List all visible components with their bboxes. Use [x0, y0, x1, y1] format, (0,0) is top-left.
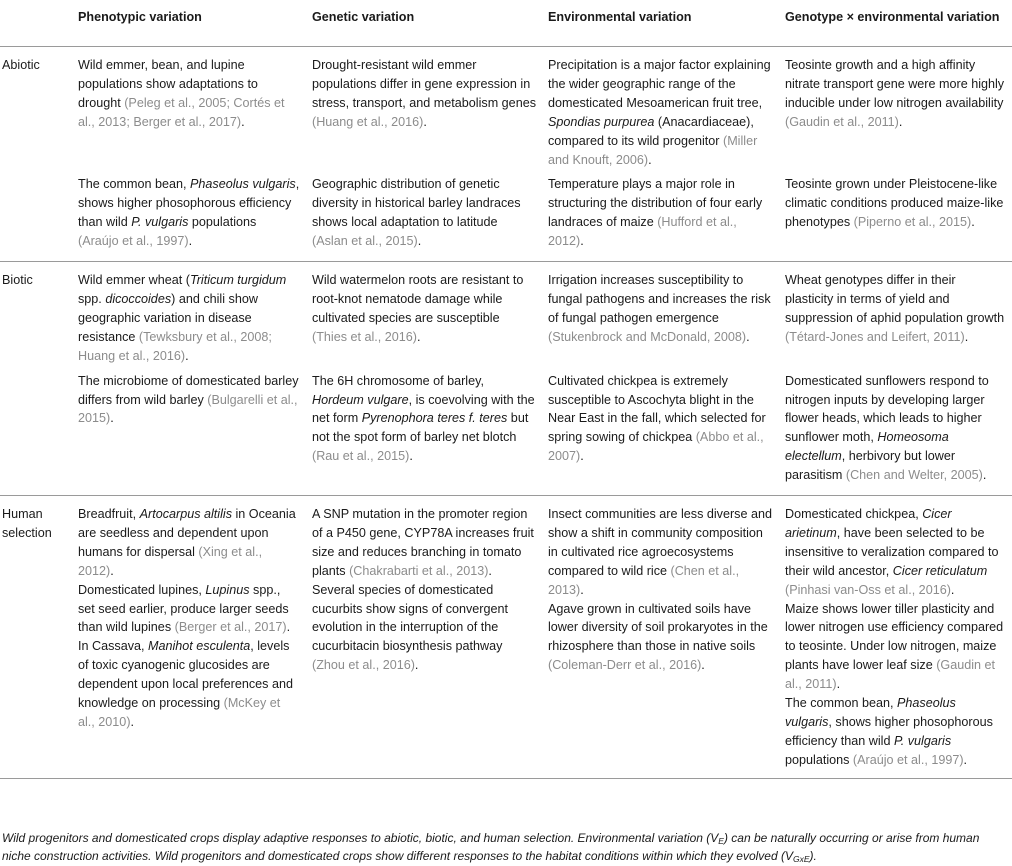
- list-item: Insect communities are less diverse and show a shift in community composition in cultivated rice agroecosystems compared to wild rice (Chen et al., 2013).: [548, 507, 772, 597]
- biotic-phenotypic-2: The microbiome of domesticated barley differs from wild barley (Bulgarelli et al., 2015).: [78, 373, 299, 426]
- citation: (Peleg et al., 2005; Cortés et al., 2013; Berger et al., 2017): [78, 95, 285, 129]
- list-item: Domesticated chickpea, Cicer arietinum, have been selected to be insensitive to veralization compared to their wild ancestor, Cicer reticulatum (Pinhasi van-Oss et al., 2016).: [785, 507, 999, 597]
- table-row: [0, 496, 1012, 779]
- header-environmental: Environmental variation: [542, 0, 779, 47]
- row-label-biotic: Biotic: [2, 273, 33, 288]
- abiotic-phenotypic-1: Wild emmer, bean, and lupine populations show adaptations to drought (Peleg et al., 2005; Cortés et al., 2013; Berger et al., 2017).: [78, 58, 285, 129]
- citation: (Coleman-Derr et al., 2016): [548, 658, 702, 673]
- list-item: Several species of domesticated cucurbits show signs of convergent evolution in the interruption of the cucurbitacin biosynthesis pathway (Zhou et al., 2016).: [312, 582, 509, 673]
- species-name: dicoccoides: [105, 291, 172, 306]
- list-item: Maize shows lower tiller plasticity and lower nitrogen use efficiency compared to teosinte. Under low nitrogen, maize plants have lower leaf size (Gaudin et al., 2011).: [785, 601, 1004, 692]
- list-item: A SNP mutation in the promoter region of a P450 gene, CYP78A increases fruit size and reduces branching in tomato plants (Chakrabarti et al., 2013).: [312, 507, 534, 578]
- citation: (Araújo et al., 1997): [852, 752, 964, 767]
- biotic-gxe-2: Domesticated sunflowers respond to nitrogen inputs by developing larger flower heads, which leads to higher sunflower moth, Homeosoma electellum, herbivory but lower parasitism (Chen and Welter, 2005).: [785, 373, 989, 483]
- citation: (Chakrabarti et al., 2013): [349, 563, 489, 578]
- abiotic-phenotypic-2: The common bean, Phaseolus vulgaris, shows higher phosophorous efficiency than wild P. vulgaris populations (Araújo et al., 1997).: [78, 177, 300, 249]
- citation: (Tétard-Jones and Leifert, 2011): [785, 329, 965, 344]
- list-item: Breadfruit, Artocarpus altilis in Oceania are seedless and dependent upon humans for dispersal (Xing et al., 2012).: [78, 507, 296, 578]
- citation: (Zhou et al., 2016): [312, 658, 415, 673]
- species-name: P. vulgaris: [131, 215, 189, 230]
- human-selection-group: [0, 496, 1012, 779]
- table-caption: Wild progenitors and domesticated crops display adaptive responses to abiotic, biotic, and human selection. Environmental variation $(V_E)$ can be naturally occurring or arise from human niche construction activities. Wild progenitors and domesticated crops show different responses to the habitat conditions within which they evolved $(V_{GxE})$.: [2, 831, 980, 864]
- list-item: Agave grown in cultivated soils have lower diversity of soil prokaryotes in the rhizosphere than those in native soils (Coleman-Derr et al., 2016).: [548, 601, 768, 673]
- biotic-group: [0, 262, 1012, 496]
- human-phenotypic: [72, 496, 306, 779]
- header-phenotypic: Phenotypic variation: [72, 0, 306, 47]
- abiotic-genetic-1: Drought-resistant wild emmer populations differ in gene expression in stress, transport, and metabolism genes (Huang et al., 2016).: [312, 58, 536, 129]
- list-item: In Cassava, Manihot esculenta, levels of toxic cyanogenic glucosides are dependent upon local preferences and knowledge on processing (McKey et al., 2010).: [78, 639, 293, 729]
- species-name: Lupinus: [205, 582, 250, 597]
- citation: (Thies et al., 2016): [312, 329, 417, 344]
- citation: (Araújo et al., 1997): [78, 234, 189, 249]
- biotic-genetic-2: The 6H chromosome of barley, Hordeum vulgare, is coevolving with the net form Pyrenophora teres f. teres but not the spot form of barley net blotch (Rau et al., 2015).: [312, 373, 535, 464]
- citation: (Gaudin et al., 2011): [785, 658, 996, 692]
- table-row: [0, 47, 1012, 170]
- citation: (Chen and Welter, 2005): [845, 468, 983, 483]
- table-row: [0, 169, 1012, 261]
- species-name: Phaseolus vulgaris: [190, 177, 296, 192]
- abiotic-environmental-1: Precipitation is a major factor explaining the wider geographic range of the domesticated Mesoamerican fruit tree, Spondias purpurea (Anacardiaceae), compared to its wild progenitor (Miller and Knouft, 2006).: [548, 58, 771, 167]
- human-environmental: [542, 496, 779, 779]
- citation: (Berger et al., 2017): [174, 620, 287, 635]
- row-label-abiotic: Abiotic: [2, 58, 40, 72]
- species-name: Artocarpus altilis: [139, 507, 232, 522]
- citation: (Chen et al., 2013): [548, 563, 740, 597]
- abiotic-environmental-2: Temperature plays a major role in structuring the distribution of four early landraces of maize (Hufford et al., 2012).: [548, 177, 763, 249]
- header-genetic: Genetic variation: [306, 0, 542, 47]
- citation: (Rau et al., 2015): [312, 449, 410, 464]
- abiotic-gxe-2: Teosinte grown under Pleistocene-like climatic conditions produced maize-like phenotypes (Piperno et al., 2015).: [785, 177, 1004, 230]
- citation: (Hufford et al., 2012): [548, 215, 737, 249]
- biotic-environmental-1: Irrigation increases susceptibility to fungal pathogens and increases the risk of fungal pathogen emergence (Stukenbrock and McDonald, 2008).: [548, 273, 771, 344]
- biotic-phenotypic-1: Wild emmer wheat (Triticum turgidum spp. dicoccoides) and chili show geographic variation in disease resistance (Tewksbury et al., 2008; Huang et al., 2016).: [78, 273, 287, 363]
- list-item: The common bean, Phaseolus vulgaris, shows higher phosophorous efficiency than wild P. vulgaris populations (Araújo et al., 1997).: [785, 696, 993, 767]
- citation: (Huang et al., 2016): [312, 114, 424, 129]
- citation: (Stukenbrock and McDonald, 2008): [548, 329, 747, 344]
- citation: (Bulgarelli et al., 2015): [78, 392, 298, 426]
- human-gxe: [779, 496, 1012, 779]
- species-name: Triticum turgidum: [189, 273, 287, 288]
- citation: (Pinhasi van-Oss et al., 2016): [785, 582, 951, 597]
- row-label-human-selection: Human selection: [2, 507, 52, 540]
- species-name: Pyrenophora teres f. teres: [361, 411, 508, 426]
- species-name: Manihot esculenta: [148, 639, 251, 654]
- species-name: Cicer arietinum: [785, 507, 952, 540]
- species-name: P. vulgaris: [893, 733, 952, 748]
- biotic-environmental-2: Cultivated chickpea is extremely susceptible to Ascochyta blight in the Near East in the fall, which selected for spring sowing of chickpea (Abbo et al., 2007).: [548, 373, 766, 464]
- abiotic-gxe-1: Teosinte growth and a high affinity nitrate transport gene were more highly inducible under low nitrogen availability (Gaudin et al., 2011).: [785, 58, 1005, 129]
- abiotic-genetic-2: Geographic distribution of genetic diversity in historical barley landraces shows local adaptation to latitude (Aslan et al., 2015).: [312, 177, 521, 249]
- list-item: Domesticated lupines, Lupinus spp., set seed earlier, produce larger seeds than wild lupines (Berger et al., 2017).: [78, 582, 291, 635]
- citation: (Abbo et al., 2007): [548, 430, 764, 464]
- table-row: [0, 366, 1012, 496]
- citation: (Piperno et al., 2015): [853, 215, 972, 230]
- species-name: Hordeum vulgare: [312, 392, 409, 407]
- citation: (McKey et al., 2010): [78, 696, 281, 729]
- human-genetic: [306, 496, 542, 779]
- table-row: [0, 262, 1012, 366]
- biotic-gxe-1: Wheat genotypes differ in their plasticity in terms of yield and suppression of aphid population growth (Tétard-Jones and Leifert, 2011).: [785, 273, 1005, 344]
- header-gxe: Genotype × environmental variation: [779, 0, 1012, 47]
- species-name: Cicer reticulatum: [892, 563, 988, 578]
- header-row: [0, 0, 1012, 47]
- header-empty: [0, 0, 72, 47]
- citation: (Xing et al., 2012): [78, 544, 263, 578]
- biotic-genetic-1: Wild watermelon roots are resistant to root-knot nematode damage while cultivated species are susceptible (Thies et al., 2016).: [312, 273, 524, 344]
- citation: (Gaudin et al., 2011): [785, 114, 899, 129]
- citation: (Aslan et al., 2015): [312, 234, 418, 249]
- species-name: Spondias purpurea: [548, 114, 655, 129]
- citation: (Tewksbury et al., 2008; Huang et al., 2016): [78, 329, 272, 363]
- abiotic-group: [0, 47, 1012, 262]
- citation: (Miller and Knouft, 2006): [548, 133, 758, 167]
- species-name: Homeosoma electellum: [785, 430, 949, 464]
- species-name: Phaseolus vulgaris: [785, 696, 956, 729]
